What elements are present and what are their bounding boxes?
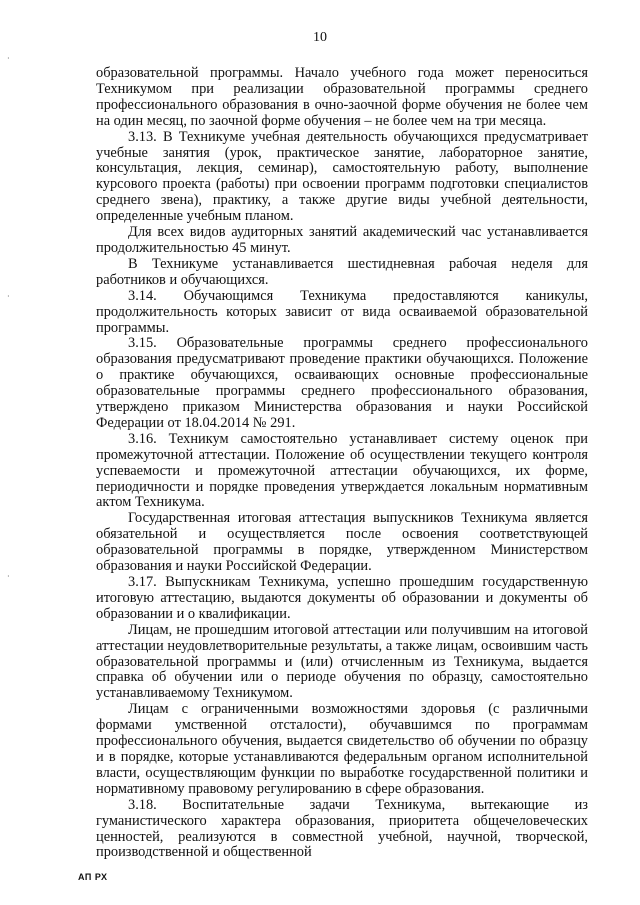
paragraph: Для всех видов аудиторных занятий академический час устанавливается продолжительностью 45 минут.: [96, 224, 588, 256]
paragraph: Государственная итоговая аттестация выпускников Техникума является обязательной и осуществляется после освоения соответствующей образовательной программы в порядке, утвержденном Министерством образования и науки Российской Федерации.: [96, 510, 588, 575]
scan-mark: ·: [7, 292, 10, 301]
page-number: 10: [313, 30, 327, 45]
scan-mark: ·: [7, 572, 10, 581]
scan-mark: ·: [7, 54, 10, 63]
paragraph: образовательной программы. Начало учебного года может переноситься Техникумом при реализации образовательной программы среднего профессионального образования в очно-заочной форме обучения не более чем на один месяц, по заочной форме обучения – не более чем на три месяца.: [96, 65, 588, 129]
paragraph: 3.18. Воспитательные задачи Техникума, вытекающие из гуманистического характера образования, приоритета общечеловеческих ценностей, реализуются в совместной учебной, научной, творческой, производственной и общественной: [96, 796, 588, 861]
paragraph: Лицам с ограниченными возможностями здоровья (с различными формами умственной отсталости), обучавшимся по программам профессионального обучения, выдается свидетельство об обучении по образцу и в порядке, которые устанавливаются федеральным органом исполнительной власти, осуществляющим функции по выработке государственной политики и нормативному правовому регулированию в сфере образования.: [96, 701, 588, 797]
paragraph: 3.17. Выпускникам Техникума, успешно прошедшим государственную итоговую аттестацию, выдаются документы об образовании и документы об образовании и о квалификации.: [96, 574, 588, 622]
paragraph: 3.13. В Техникуме учебная деятельность обучающихся предусматривает учебные занятия (урок, практическое занятие, лабораторное занятие, консультация, лекция, семинар), самостоятельную работу, выполнение курсового проекта (работы) при освоении программ подготовки специалистов среднего звена), практику, а также другие виды учебной деятельности, определенные учебным планом.: [96, 128, 588, 225]
document-body: [96, 66, 588, 861]
footer-stamp: АП РХ: [78, 872, 108, 882]
paragraph: 3.16. Техникум самостоятельно устанавливает систему оценок при промежуточной аттестации. Положение об осуществлении текущего контроля успеваемости и промежуточной аттестации обучающихся, их форме, периодичности и порядке проведения утверждается локальным нормативным актом Техникума.: [96, 430, 588, 511]
paragraph: Лицам, не прошедшим итоговой аттестации или получившим на итоговой аттестации неудовлетворительные результаты, а также лицам, освоившим часть образовательной программы и (или) отчисленным из Техникума, выдается справка об обучении или о периоде обучения по образцу, самостоятельно устанавливаемому Техникумом.: [96, 621, 588, 702]
paragraph: 3.15. Образовательные программы среднего профессионального образования предусматривают проведение практики обучающихся. Положение о практике обучающихся, осваивающих основные профессиональные образовательные программы среднего профессионального образования, утверждено приказом Министерства образования и науки Российской Федерации от 18.04.2014 № 291.: [96, 335, 588, 431]
paragraph: 3.14. Обучающимся Техникума предоставляются каникулы, продолжительность которых зависит от вида осваиваемой образовательной программы.: [96, 287, 588, 336]
paragraph: В Техникуме устанавливается шестидневная рабочая неделя для работников и обучающихся.: [96, 255, 588, 288]
